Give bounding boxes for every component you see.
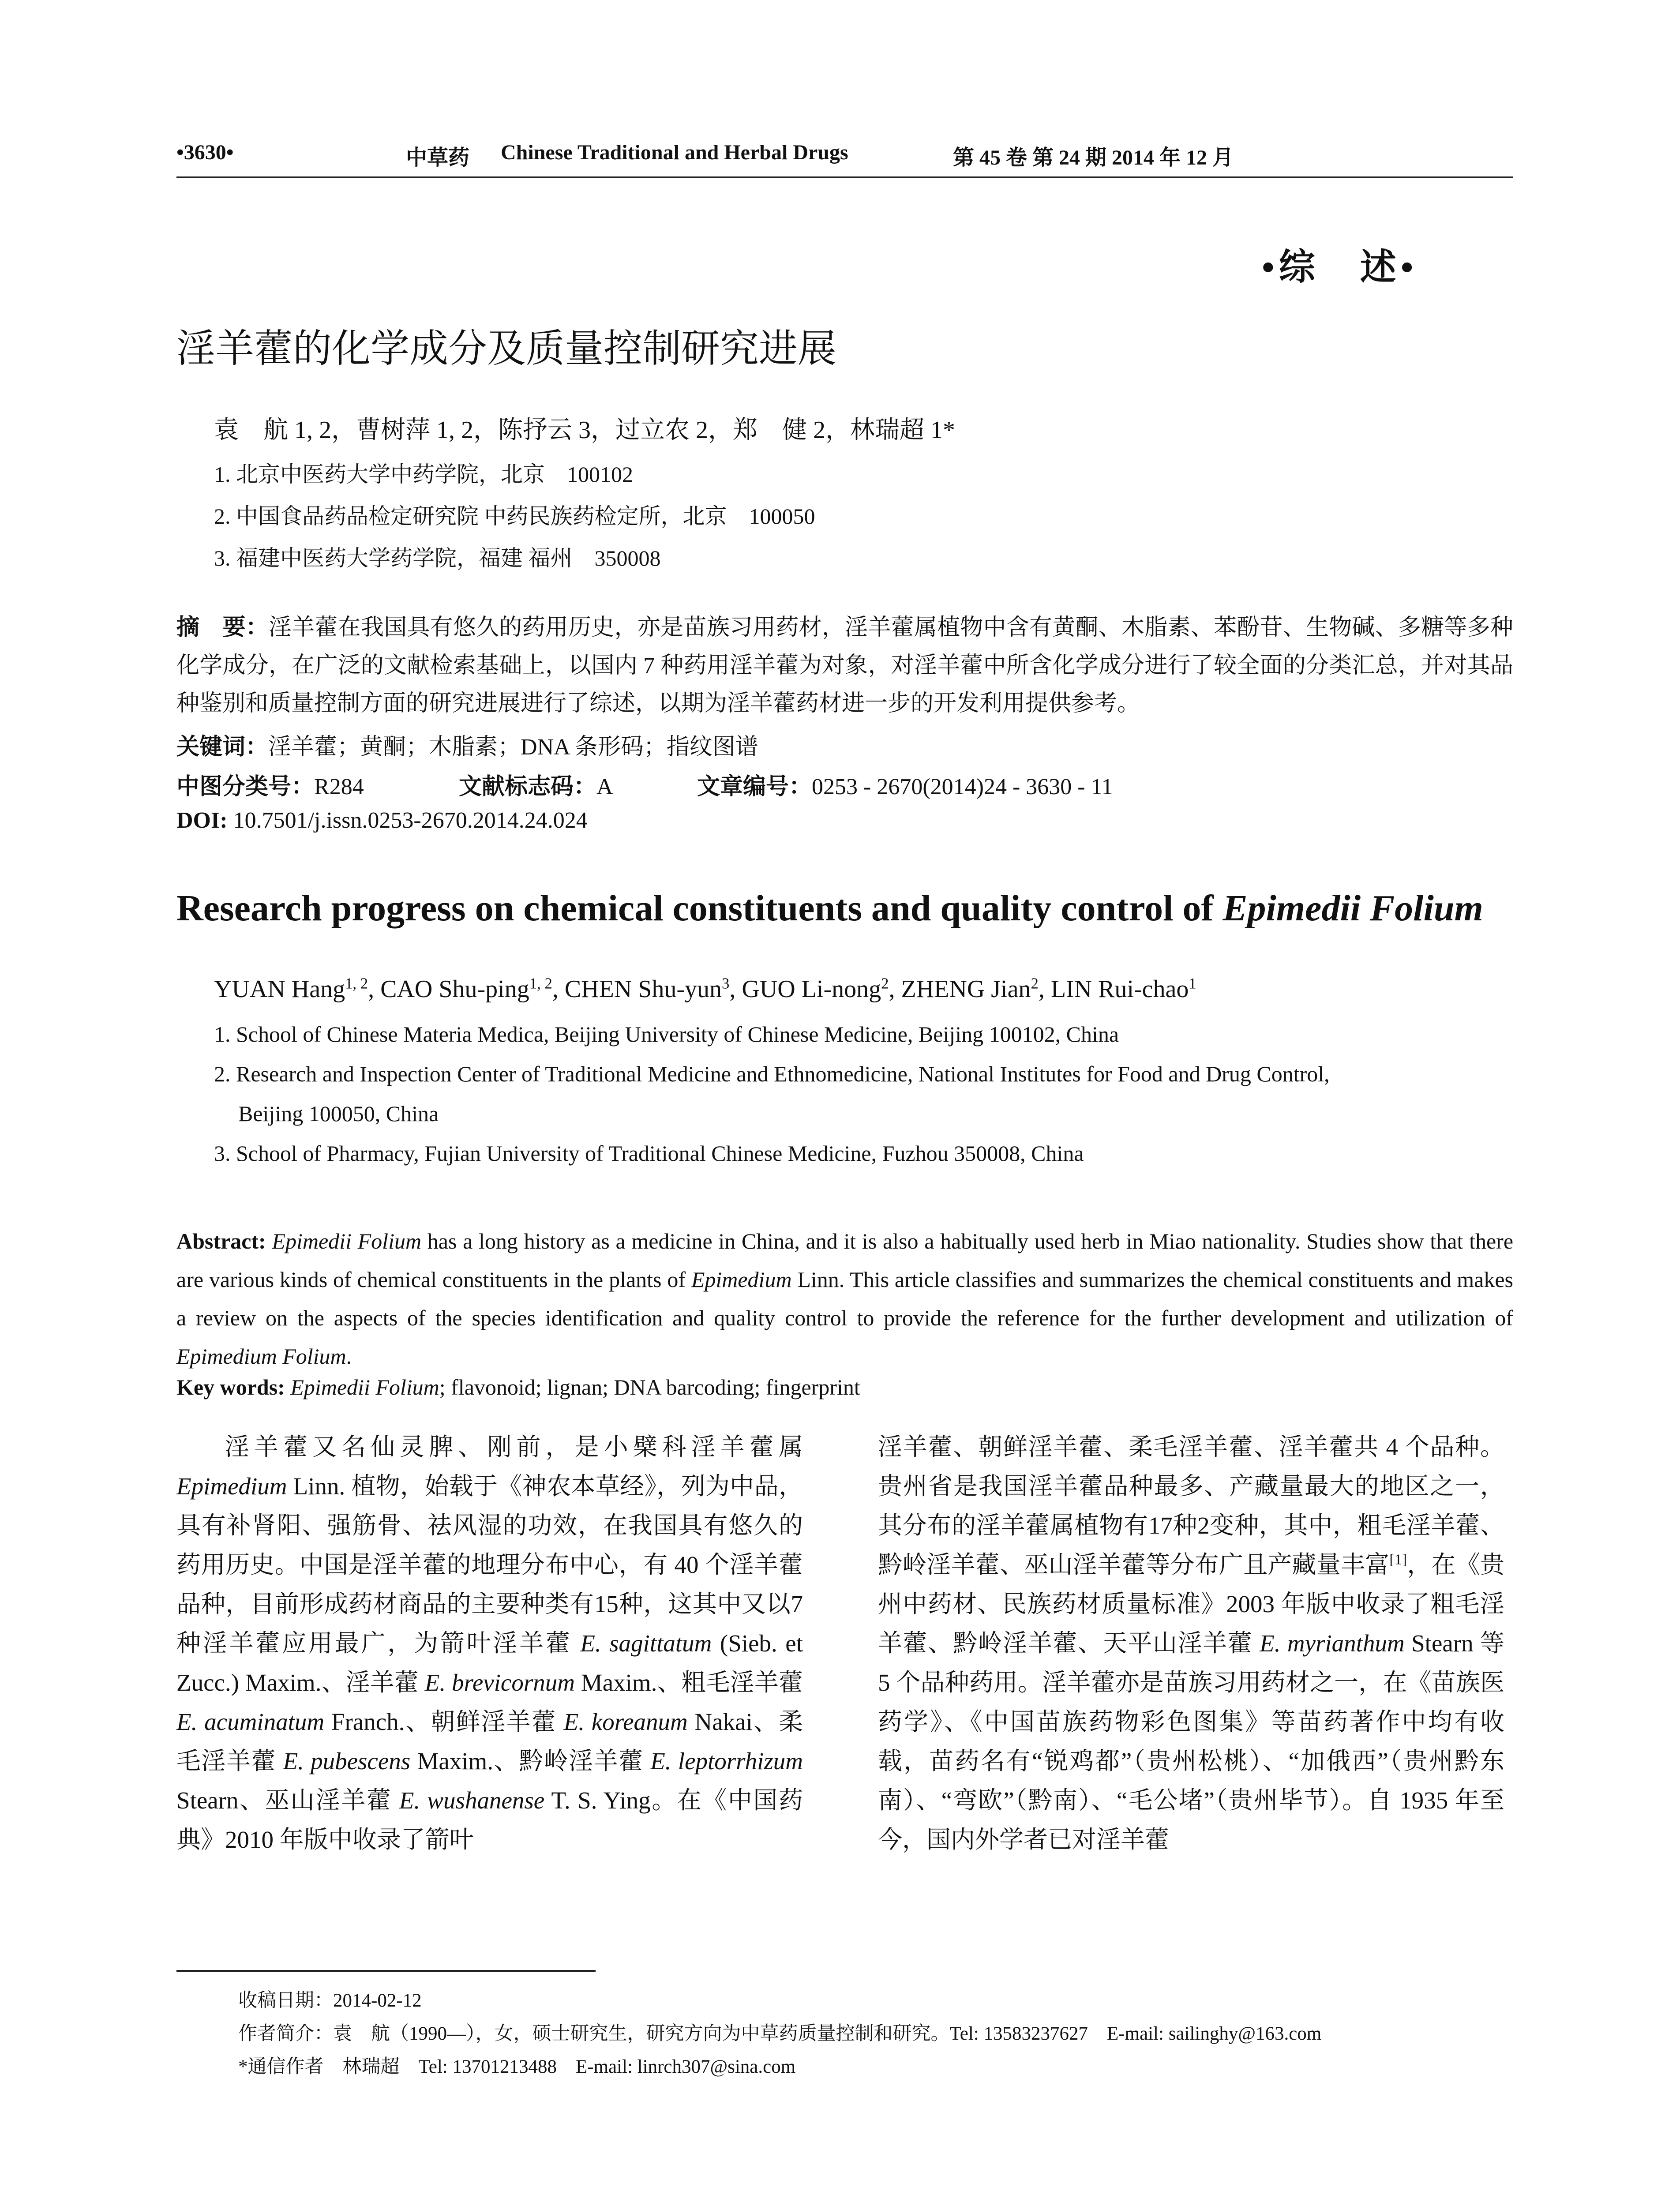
species-name: E. myrianthum (1260, 1630, 1405, 1657)
body-column-left (176, 1427, 803, 1859)
body-text: Stearn、巫山淫羊藿 (176, 1787, 399, 1814)
header-divider (176, 176, 1513, 178)
affiliation-en-3: 3. School of Pharmacy, Fujian University of Traditional Chinese Medicine, Fuzhou 350008, China (214, 1141, 1084, 1166)
author-en-name: CAO Shu-ping (380, 975, 529, 1003)
issue-info: 第 45 卷 第 24 期 2014 年 12 月 (953, 146, 1234, 169)
species-name: E. brevicornum (424, 1669, 575, 1696)
abstract-en-text: has a long history as a medicine in China, and it is also a habitually used herb in Miao nationality. Studies show that there are various kinds of chemical constituents in the plants of (176, 1229, 1514, 1292)
doc-code-value: A (596, 774, 613, 799)
body-text: Stearn 等 5 个品种药用。淫羊藿亦是苗族习用药材之一，在《苗族医药学》、《中国苗族药物彩色图集》等苗药著作中均有收载，苗药名有“锐鸡都”（贵州松桃）、“加俄西”（贵州黔东南）、“弯欧”（黔南）、“毛公堵”（贵州毕节）。自 1935 年至今，国内外学者已对淫羊藿 (878, 1630, 1504, 1853)
abstract-cn (176, 609, 1513, 723)
body-text: ，在《贵州中药材、民族药材质量标准》2003 年版中收录了粗毛淫羊藿、黔岭淫羊藿、天平山淫羊藿 (878, 1551, 1504, 1657)
author-en-name: YUAN Hang (214, 975, 345, 1003)
authors-cn: 袁 航 1, 2，曹树萍 1, 2，陈抒云 3，过立农 2，郑 健 2，林瑞超 1* (214, 416, 955, 444)
species-name: E. leptorrhizum (650, 1748, 803, 1775)
body-text: Linn. 植物，始载于《神农本草经》，列为中品，具有补肾阳、强筋骨、祛风湿的功效，在我国具有悠久的药用历史。中国是淫羊藿的地理分布中心，有 40 个淫羊藿品种，目前形成药材商品的主要种类有15种，这其中又以7种淫羊藿应用最广，为箭叶淫羊藿 (176, 1473, 803, 1657)
abstract-en-label: Abstract: (176, 1229, 266, 1253)
running-header (176, 140, 1513, 176)
author-en-affil-mark: 2 (881, 975, 889, 992)
author-en-name: CHEN Shu-yun (564, 975, 722, 1003)
section-label: •综 述• (1262, 247, 1418, 287)
footnote-author-bio: 作者简介：袁 航（1990—），女，硕士研究生，研究方向为中草药质量控制和研究。Tel: 13583237627 E-mail: sailinghy@163.com (238, 2023, 1322, 2044)
title-en-main: Research progress on chemical constituents and quality control of (176, 888, 1223, 929)
doi-label: DOI: (176, 808, 228, 833)
abstract-en-text: Linn. This article classifies and summarizes the chemical constituents and makes a review on the aspects of the species identification and quality control to provide the reference for the further development and utilization of (176, 1267, 1513, 1330)
citation-ref: [1] (1389, 1551, 1407, 1568)
affiliation-cn-3: 3. 福建中医药大学药学院，福建 福州 350008 (214, 546, 661, 570)
author-en-affil-mark: 1, 2 (345, 975, 368, 992)
clc-label: 中图分类号： (176, 774, 315, 799)
title-en-italic: Epimedii Folium (1222, 888, 1483, 929)
species-name: E. acuminatum (176, 1708, 325, 1735)
abstract-cn-text: 淫羊藿在我国具有悠久的药用历史，亦是苗族习用药材，淫羊藿属植物中含有黄酮、木脂素、苯酚苷、生物碱、多糖等多种化学成分，在广泛的文献检索基础上，以国内 7 种药用淫羊藿为对象，对淫羊藿中所含化学成分进行了较全面的分类汇总，并对其品种鉴别和质量控制方面的研究进展进行了综述，以期为淫羊藿药材进一步的开发利用提供参考。 (176, 615, 1513, 716)
article-id-value: 0253 - 2670(2014)24 - 3630 - 11 (812, 774, 1113, 799)
footnote-received: 收稿日期：2014-02-12 (238, 1990, 422, 2011)
author-en-affil-mark: 1 (1189, 975, 1196, 992)
doi-value: 10.7501/j.issn.0253-2670.2014.24.024 (233, 808, 588, 833)
species-name: E. pubescens (283, 1748, 411, 1775)
author-en-name: GUO Li-nong (742, 975, 881, 1003)
body-text: T. S. Ying。在《中国药典》2010 年版中收录了箭叶 (176, 1787, 803, 1853)
affiliation-cn-1: 1. 北京中医药大学中药学院，北京 100102 (214, 462, 633, 487)
abstract-en-term: Epimedii Folium (272, 1229, 422, 1253)
keywords-en-text: ; flavonoid; lignan; DNA barcoding; fingerprint (439, 1375, 860, 1399)
abstract-en (176, 1222, 1513, 1376)
body-text: Nakai、柔毛淫羊藿 (176, 1708, 803, 1775)
journal-name-en: Chinese Traditional and Herbal Drugs (501, 141, 848, 164)
body-text: Maxim.、粗毛淫羊藿 (574, 1669, 803, 1696)
title-cn: 淫羊藿的化学成分及质量控制研究进展 (176, 326, 837, 371)
body-text: (Sieb. et Zucc.) Maxim.、淫羊藿 (176, 1630, 803, 1696)
affiliation-en-1: 1. School of Chinese Materia Medica, Beijing University of Chinese Medicine, Beijing 100102, China (214, 1022, 1119, 1047)
species-name: E. sagittatum (580, 1630, 712, 1657)
abstract-en-term: Epimedium (691, 1267, 792, 1292)
doi (176, 807, 588, 833)
abstract-en-term: Epimedium Folium (176, 1344, 346, 1369)
title-en (176, 887, 1483, 930)
species-name: E. koreanum (563, 1708, 688, 1735)
abstract-cn-label: 摘 要： (176, 615, 269, 640)
keywords-cn (176, 728, 758, 761)
body-text: Franch.、朝鲜淫羊藿 (324, 1708, 564, 1735)
affiliation-en-2: 2. Research and Inspection Center of Traditional Medicine and Ethnomedicine, National Institutes for Food and Drug Control, (214, 1062, 1330, 1086)
authors-en: YUAN Hang$^{1, 2}$, CAO Shu-ping$^{1, 2}$, CHEN Shu-yun$^3$, GUO Li-nong$^2$, ZHENG Jian$^2$, LIN Rui-chao$^1$ (214, 975, 1196, 1003)
affiliation-en-2-cont: Beijing 100050, China (238, 1101, 439, 1126)
author-en-name: LIN Rui-chao (1050, 975, 1189, 1003)
footnote-divider (176, 1970, 596, 1972)
doc-code-label: 文献标志码： (459, 774, 597, 799)
body-text: 淫羊藿、朝鲜淫羊藿、柔毛淫羊藿、淫羊藿共 4 个品种。贵州省是我国淫羊藿品种最多、产藏量最大的地区之一，其分布的淫羊藿属植物有17种2变种，其中，粗毛淫羊藿、黔岭淫羊藿、巫山淫羊藿等分布广且产藏量丰富 (878, 1433, 1504, 1578)
author-en-name: ZHENG Jian (901, 975, 1031, 1003)
body-column-right (878, 1427, 1504, 1859)
keywords-en-label: Key words: (176, 1375, 285, 1399)
clc-value: R284 (314, 774, 364, 799)
keywords-cn-text: 淫羊藿；黄酮；木脂素；DNA 条形码；指纹图谱 (268, 735, 758, 760)
affiliation-cn-2: 2. 中国食品药品检定研究院 中药民族药检定所，北京 100050 (214, 504, 815, 529)
footnote-corresponding: *通信作者 林瑞超 Tel: 13701213488 E-mail: linrch307@sina.com (238, 2056, 796, 2077)
journal-name-cn: 中草药 (406, 146, 470, 169)
species-name: E. wushanense (399, 1787, 545, 1814)
keywords-en-term: Epimedii Folium (290, 1375, 439, 1399)
body-text: Maxim.、黔岭淫羊藿 (410, 1748, 651, 1775)
keywords-en (176, 1374, 860, 1400)
author-en-affil-mark: 3 (722, 975, 730, 992)
species-name: Epimedium (176, 1473, 287, 1500)
article-id-label: 文章编号： (697, 774, 812, 799)
author-en-affil-mark: 1, 2 (529, 975, 552, 992)
author-en-affil-mark: 2 (1031, 975, 1039, 992)
abstract-en-text: . (346, 1344, 352, 1369)
page-number: •3630• (176, 141, 234, 164)
keywords-cn-label: 关键词： (176, 735, 269, 760)
body-text: 淫羊藿又名仙灵脾、刚前，是小檗科淫羊藿属 (225, 1433, 803, 1460)
